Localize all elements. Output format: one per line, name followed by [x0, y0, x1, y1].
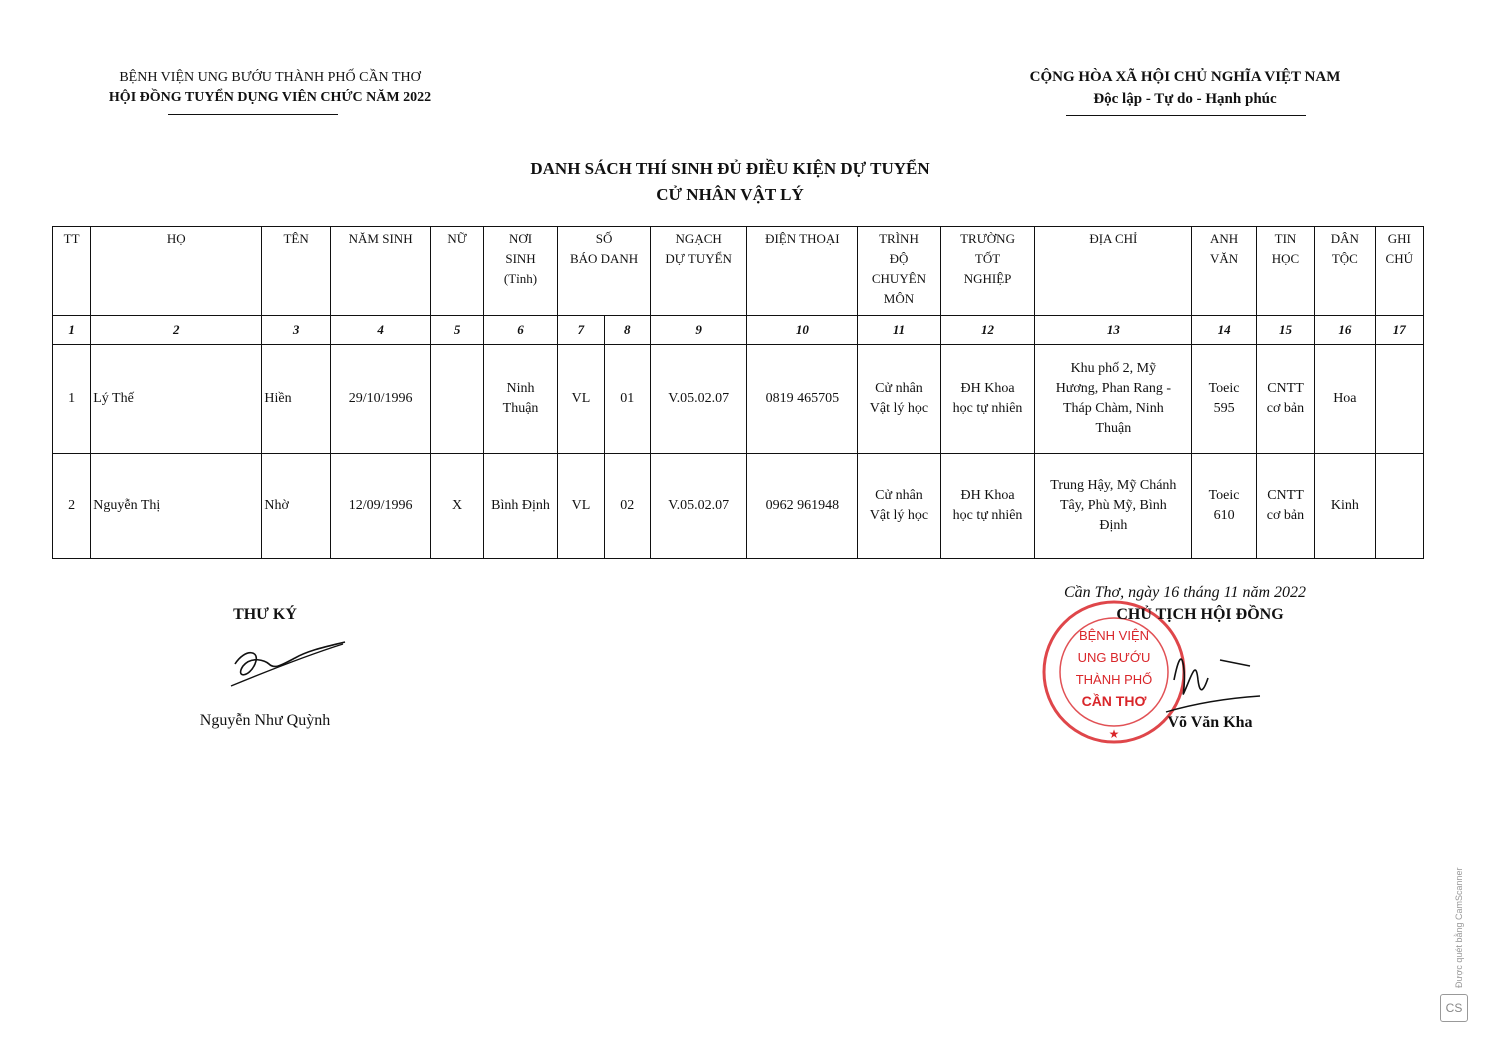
col-header-anh-van: ANH VĂN [1192, 227, 1256, 316]
cell-noi-sinh: Bình Định [483, 454, 557, 559]
stamp-line-1: BỆNH VIỆN [1078, 628, 1150, 643]
col-number: 4 [330, 316, 431, 345]
col-header-ten: TÊN [262, 227, 330, 316]
chairman-name: Võ Văn Kha [1167, 714, 1253, 731]
cell-sbd-number: 02 [604, 454, 650, 559]
cell-dien-thoai: 0819 465705 [747, 345, 858, 454]
chairman-signature [1160, 640, 1270, 720]
national-header [990, 66, 1380, 110]
cell-tin-hoc: CNTT cơ bản [1256, 345, 1314, 454]
cell-sbd-prefix: VL [558, 454, 604, 559]
cell-trinh-do: Cử nhân Vật lý học [858, 345, 941, 454]
col-number: 16 [1315, 316, 1375, 345]
col-header-tt: TT [53, 227, 91, 316]
col-number: 14 [1192, 316, 1256, 345]
cell-sbd-prefix: VL [558, 345, 604, 454]
col-number: 10 [747, 316, 858, 345]
col-number: 13 [1035, 316, 1192, 345]
cell-ghi-chu [1375, 345, 1423, 454]
col-number: 7 [558, 316, 604, 345]
cell-ten: Nhờ [262, 454, 330, 559]
cell-ghi-chu [1375, 454, 1423, 559]
cell-ho: Lý Thế [91, 345, 262, 454]
col-number: 2 [91, 316, 262, 345]
council-name: HỘI ĐỒNG TUYỂN DỤNG VIÊN CHỨC NĂM 2022 [108, 90, 432, 105]
cell-tin-hoc: CNTT cơ bản [1256, 454, 1314, 559]
cell-dia-chi: Khu phố 2, Mỹ Hương, Phan Rang - Tháp Chàm, Ninh Thuận [1035, 345, 1192, 454]
secretary-signature [225, 634, 355, 692]
title-line-2: CỬ NHÂN VẬT LÝ [656, 185, 804, 204]
table-row [53, 454, 1424, 559]
cell-nu [431, 345, 483, 454]
col-number: 1 [53, 316, 91, 345]
col-header-ho: HỌ [91, 227, 262, 316]
cell-dien-thoai: 0962 961948 [747, 454, 858, 559]
cell-truong: ĐH Khoa học tự nhiên [940, 345, 1035, 454]
cell-dan-toc: Hoa [1315, 345, 1375, 454]
col-number: 9 [650, 316, 747, 345]
stamp-line-4: CẦN THƠ [1081, 693, 1147, 709]
cell-nam-sinh: 12/09/1996 [330, 454, 431, 559]
title-line-1: DANH SÁCH THÍ SINH ĐỦ ĐIỀU KIỆN DỰ TUYỂN [530, 159, 930, 178]
column-number-row [53, 316, 1424, 345]
secretary-name: Nguyễn Như Quỳnh [199, 712, 331, 729]
col-header-nam-sinh: NĂM SINH [330, 227, 431, 316]
col-header-ghi-chu: GHI CHÚ [1375, 227, 1423, 316]
col-header-noi-sinh: NƠI SINH (Tỉnh) [483, 227, 557, 316]
signing-date: Cần Thơ, ngày 16 tháng 11 năm 2022 [1063, 584, 1307, 601]
cell-anh-van: Toeic 610 [1192, 454, 1256, 559]
cell-tt: 1 [53, 345, 91, 454]
col-header-so-bao-danh: SỐ BÁO DANH [558, 227, 651, 316]
cell-dan-toc: Kinh [1315, 454, 1375, 559]
chairman-title: CHỦ TỊCH HỘI ĐỒNG [1116, 606, 1284, 623]
col-header-truong: TRƯỜNG TỐT NGHIỆP [940, 227, 1035, 316]
table-row [53, 345, 1424, 454]
cell-dia-chi: Trung Hậy, Mỹ Chánh Tây, Phù Mỹ, Bình Định [1035, 454, 1192, 559]
cell-nam-sinh: 29/10/1996 [330, 345, 431, 454]
col-header-dia-chi: ĐỊA CHỈ [1035, 227, 1192, 316]
col-number: 5 [431, 316, 483, 345]
stamp-line-2: UNG BƯỚU [1077, 650, 1151, 665]
document-title [380, 156, 1080, 208]
cell-noi-sinh: Ninh Thuận [483, 345, 557, 454]
secretary-title: THƯ KÝ [233, 606, 297, 623]
cell-nu: X [431, 454, 483, 559]
col-number: 6 [483, 316, 557, 345]
scanner-watermark [1452, 860, 1466, 990]
col-header-dan-toc: DÂN TỘC [1315, 227, 1375, 316]
col-number: 15 [1256, 316, 1314, 345]
col-header-ngach: NGẠCH DỰ TUYỂN [650, 227, 747, 316]
col-header-tin-hoc: TIN HỌC [1256, 227, 1314, 316]
col-number: 8 [604, 316, 650, 345]
col-number: 11 [858, 316, 941, 345]
candidate-table [52, 226, 1424, 559]
col-header-dien-thoai: ĐIỆN THOẠI [747, 227, 858, 316]
col-header-nu: NỮ [431, 227, 483, 316]
organization-header [40, 68, 500, 108]
hospital-name: BỆNH VIỆN UNG BƯỚU THÀNH PHỐ CẦN THƠ [119, 70, 421, 85]
cell-ten: Hiền [262, 345, 330, 454]
cell-trinh-do: Cử nhân Vật lý học [858, 454, 941, 559]
cell-tt: 2 [53, 454, 91, 559]
cell-ngach: V.05.02.07 [650, 454, 747, 559]
national-motto: Độc lập - Tự do - Hạnh phúc [1093, 91, 1277, 107]
header-right-underline [1066, 115, 1306, 116]
table-header-row [53, 227, 1424, 316]
cell-ngach: V.05.02.07 [650, 345, 747, 454]
cell-sbd-number: 01 [604, 345, 650, 454]
header-left-underline [168, 114, 338, 115]
national-title: CỘNG HÒA XÃ HỘI CHỦ NGHĨA VIỆT NAM [1029, 69, 1341, 85]
cell-anh-van: Toeic 595 [1192, 345, 1256, 454]
col-header-trinh-do: TRÌNH ĐỘ CHUYÊN MÔN [858, 227, 941, 316]
scanner-label: Được quét bằng CamScanner [1454, 867, 1464, 988]
col-number: 17 [1375, 316, 1423, 345]
cell-truong: ĐH Khoa học tự nhiên [940, 454, 1035, 559]
stamp-star-icon: ★ [1108, 727, 1120, 741]
col-number: 3 [262, 316, 330, 345]
stamp-line-3: THÀNH PHỐ [1075, 672, 1153, 687]
camscanner-logo-icon: CS [1440, 994, 1468, 1022]
cell-ho: Nguyễn Thị [91, 454, 262, 559]
col-number: 12 [940, 316, 1035, 345]
